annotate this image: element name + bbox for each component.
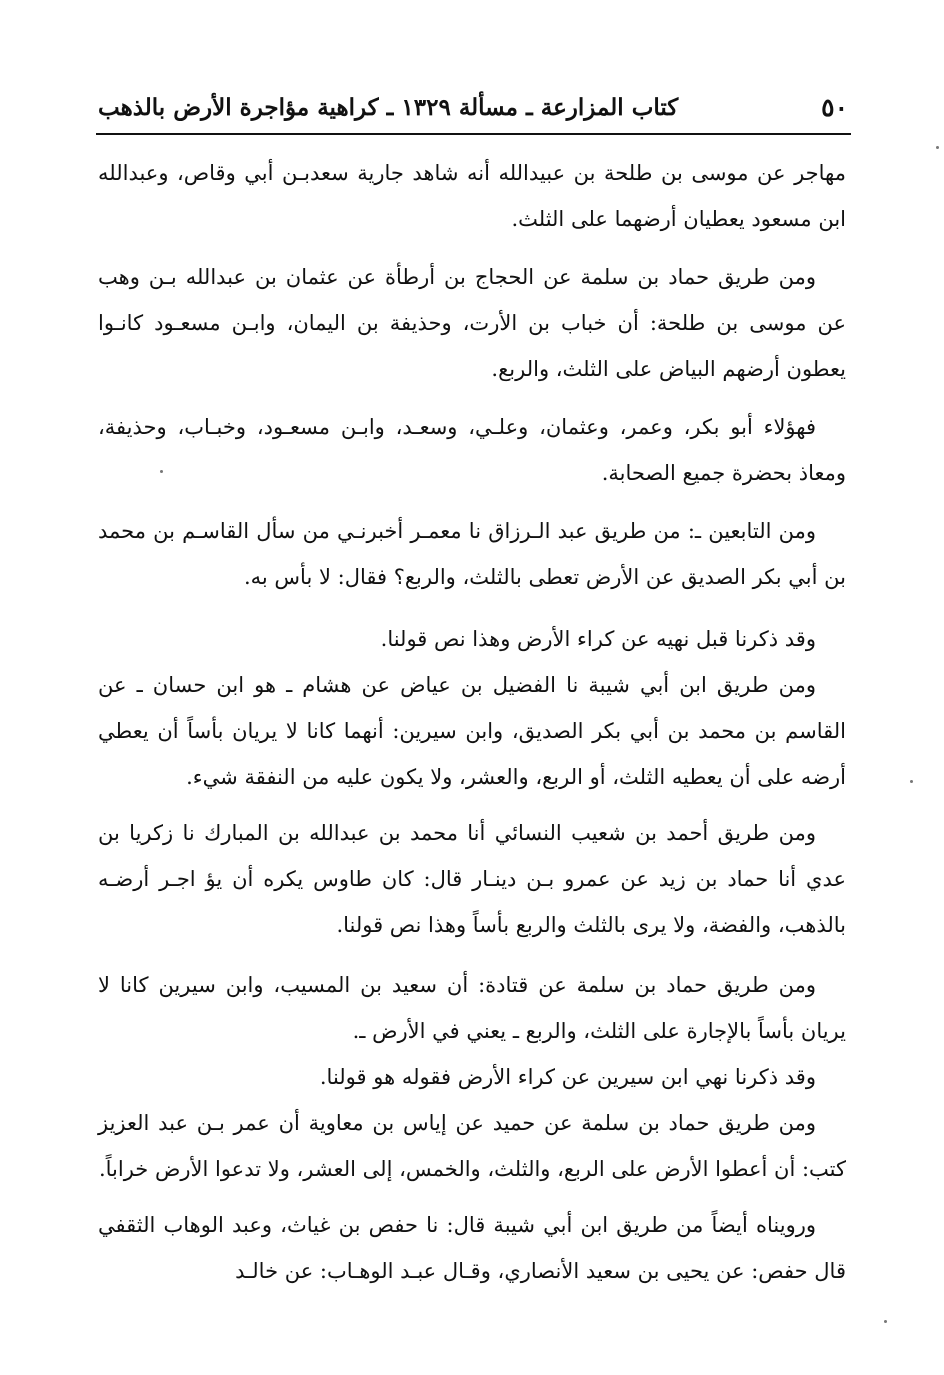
paragraph-9: وقد ذكرنا نهي ابن سيرين عن كراء الأرض فقوله هو قولنا. (319, 1065, 816, 1089)
paragraph-3: فهؤلاء أبو بكر، وعمر، وعثمان، وعلـي، وسعـد، وابـن مسعـود، وخبـاب، وحذيفة، ومعاذ بحضرة جميع الصحابة. (98, 415, 846, 485)
header-divider (96, 133, 851, 135)
scan-speck (910, 780, 913, 783)
paragraph-2: ومن طريق حماد بن سلمة عن الحجاج بن أرطأة عن عثمان بن عبدالله بـن وهب عن موسى بن طلحة: أن خباب بن الأرت، وحذيفة بن اليمان، وابـن مسعـود كانـوا يعطون أرضهم البياض على الثلث، والربع. (98, 265, 846, 381)
paragraph-10: ومن طريق حماد بن سلمة عن حميد عن إياس بن معاوية أن عمر بـن عبد العزيز كتب: أن أعطوا الأرض على الربع، والثلث، والخمس، إلى العشر، ولا تدعوا الأرض خراباً. (98, 1111, 846, 1181)
paragraph-8: ومن طريق حماد بن سلمة عن قتادة: أن سعيد بن المسيب، وابن سيرين كانا لا يريان بأساً بالإجارة على الثلث، والربع ـ يعني في الأرض ـ. (98, 973, 846, 1043)
page-body (98, 148, 846, 1294)
paragraph-5: وقد ذكرنا قبل نهيه عن كراء الأرض وهذا نص قولنا. (380, 627, 816, 651)
paragraph-7: ومن طريق أحمد بن شعيب النسائي أنا محمد بن عبدالله بن المبارك نا زكريا بن عدي أنا حماد بن زيد عن عمرو بـن دينـار قال: كان طاوس يكره أن يؤ اجـر أرضـه بالذهب، والفضة، ولا يرى بالثلث والربع بأساً وهذا نص قولنا. (98, 821, 846, 937)
paragraph-1: مهاجر عن موسى بن طلحة بن عبيدالله أنه شاهد جارية سعدبـن أبي وقاص، وعبدالله ابن مسعود يعطيان أرضهما على الثلث. (98, 161, 846, 231)
paragraph-4: ومن التابعين ـ: من طريق عبد الـرزاق نا معمـر أخبرنـي من سأل القاسـم بن محمد بن أبي بكر الصديق عن الأرض تعطى بالثلث، والربع؟ فقال: لا بأس به. (98, 519, 846, 589)
scan-speck (936, 146, 939, 149)
running-title: كتاب المزارعة ـ مسألة ١٣٢٩ ـ كراهية مؤاجرة الأرض بالذهب (98, 94, 679, 121)
page-number: ٥٠ (821, 93, 848, 122)
paragraph-11: ورويناه أيضاً من طريق ابن أبي شيبة قال: نا حفص بن غياث، وعبد الوهاب الثقفي قال حفص: عن يحيى بن سعيد الأنصاري، وقـال عبـد الوهـاب: عن خالـد (98, 1213, 846, 1283)
page-header (98, 88, 848, 128)
scan-speck (884, 1320, 887, 1323)
scan-speck (160, 470, 163, 473)
paragraph-6: ومن طريق ابن أبي شيبة نا الفضيل بن عياض عن هشام ـ هو ابن حسان ـ عن القاسم بن محمد بن أبي بكر الصديق، وابن سيرين: أنهما كانا لا يريان بأساً أن يعطي أرضه على أن يعطيه الثلث، أو الربع، والعشر، ولا يكون عليه من النفقة شيء. (98, 673, 846, 789)
